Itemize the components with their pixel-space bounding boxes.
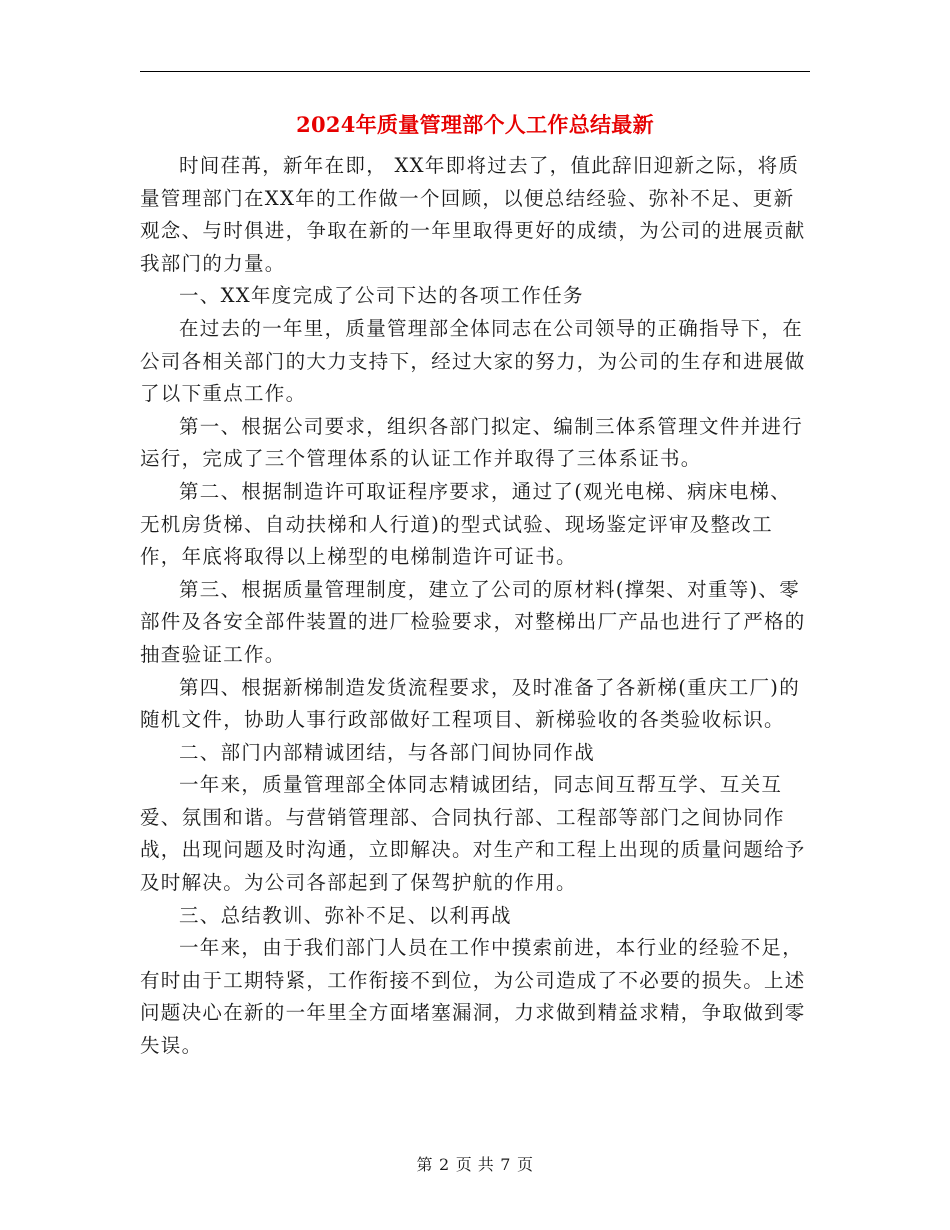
paragraph-section-3: 一年来，由于我们部门人员在工作中摸索前进，本行业的经验不足，有时由于工期特紧，工作衔接不到位，为公司造成了不必要的损失。上述问题决心在新的一年里全方面堵塞漏洞，力求做到精益求精，争取做到零失误。 bbox=[140, 936, 806, 1058]
paragraph-section-2: 一年来，质量管理部全体同志精诚团结，同志间互帮互学、互关互爱、氛围和谐。与营销管理部、合同执行部、工程部等部门之间协同作战，出现问题及时沟通，立即解决。对生产和工程上出现的质量问题给予及时解决。为公司各部起到了保驾护航的作用。 bbox=[140, 773, 806, 895]
footer-total-pages: 7 bbox=[500, 1155, 511, 1174]
paragraph-item-2: 第二、根据制造许可取证程序要求，通过了(观光电梯、病床电梯、无机房货梯、自动扶梯和人行道)的型式试验、现场鉴定评审及整改工作，年底将取得以上梯型的电梯制造许可证书。 bbox=[140, 479, 792, 569]
section-heading-2: 二、部门内部精诚团结，与各部门间协同作战 bbox=[179, 740, 596, 764]
paragraph-section-1-intro: 在过去的一年里，质量管理部全体同志在公司领导的正确指导下，在公司各相关部门的大力支持下，经过大家的努力，为公司的生存和进展做了以下重点工作。 bbox=[140, 316, 806, 406]
footer-current-page: 2 bbox=[439, 1155, 450, 1174]
footer-middle: 页 共 bbox=[455, 1155, 495, 1174]
footer-prefix: 第 bbox=[416, 1155, 434, 1174]
paragraph-item-1: 第一、根据公司要求，组织各部门拟定、编制三体系管理文件并进行运行，完成了三个管理体系的认证工作并取得了三体系证书。 bbox=[140, 414, 804, 471]
document-title: 2024年质量管理部个人工作总结最新 bbox=[296, 112, 654, 137]
footer-suffix: 页 bbox=[516, 1155, 534, 1174]
paragraph-item-3: 第三、根据质量管理制度，建立了公司的原材料(撑架、对重等)、零部件及各安全部件装置的进厂检验要求，对整梯出厂产品也进行了严格的抽查验证工作。 bbox=[140, 577, 806, 666]
section-heading-3: 三、总结教训、弥补不足、以利再战 bbox=[179, 903, 512, 927]
paragraph-intro: 时间荏苒，新年在即， XX年即将过去了，值此辞旧迎新之际，将质量管理部门在XX年的工作做一个回顾，以便总结经验、弥补不足、更新观念、与时俱进，争取在新的一年里取得更好的成绩，为公司的进展贡献我部门的力量。 bbox=[140, 154, 806, 275]
paragraph-item-4: 第四、根据新梯制造发货流程要求，及时准备了各新梯(重庆工厂)的随机文件，协助人事行政部做好工程项目、新梯验收的各类验收标识。 bbox=[140, 675, 801, 732]
document-body bbox=[140, 150, 810, 1063]
page-footer bbox=[0, 1152, 950, 1175]
header-rule bbox=[140, 71, 810, 72]
section-heading-1: 一、XX年度完成了公司下达的各项工作任务 bbox=[179, 284, 584, 308]
